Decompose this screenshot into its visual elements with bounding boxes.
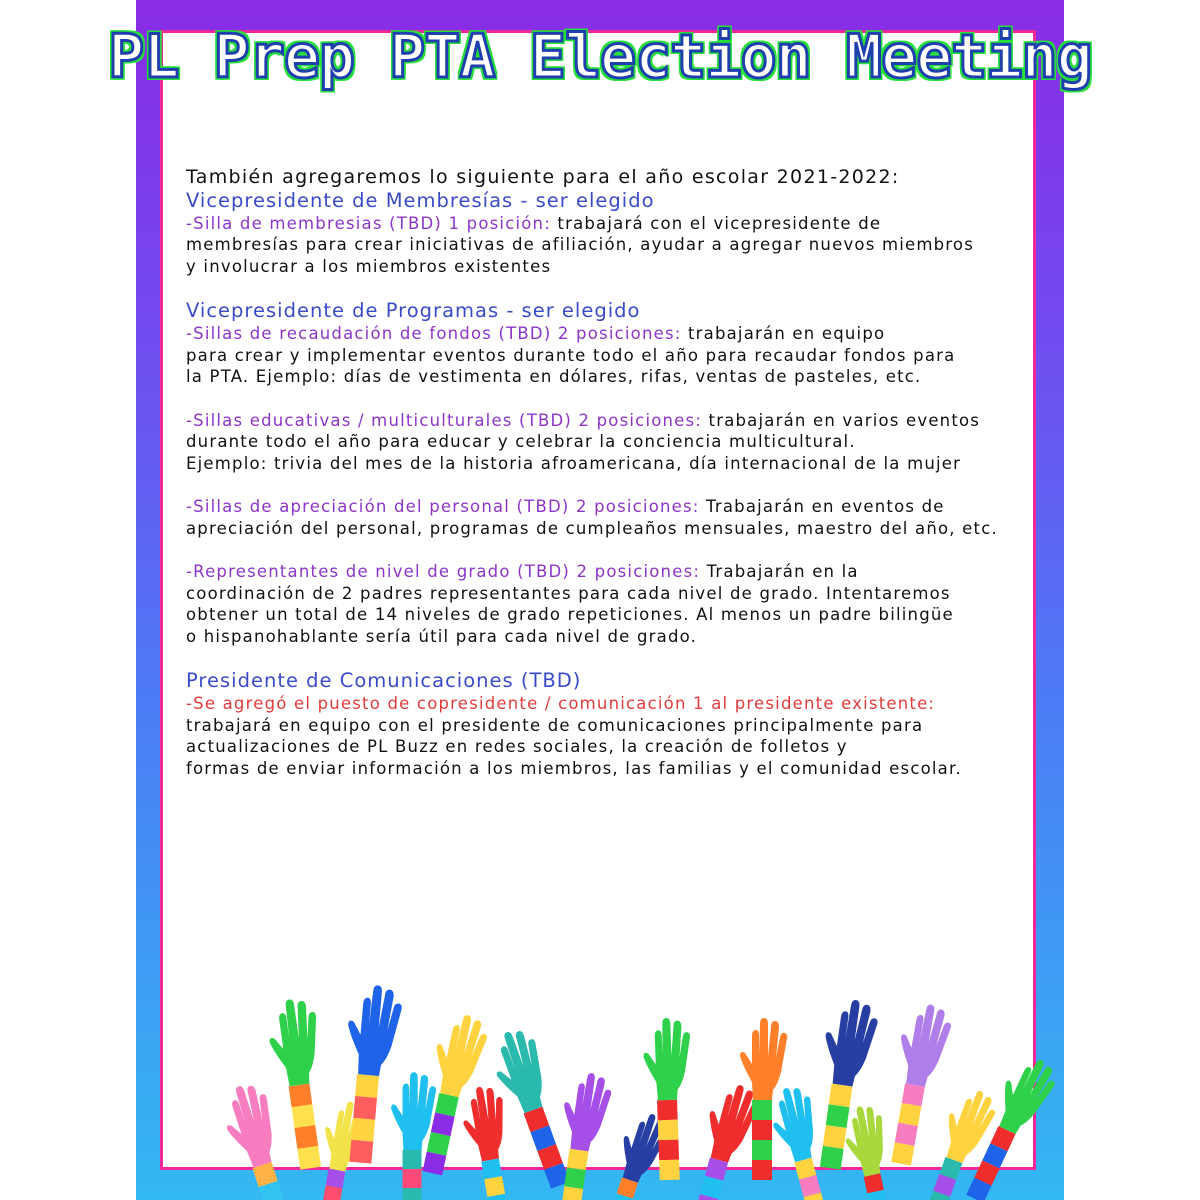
membership-desc-2: membresías para crear iniciativas de afiliación, ayudar a agregar nuevos miembros: [186, 235, 975, 254]
staff-item: [186, 496, 1046, 539]
flyer-body: [186, 167, 1046, 801]
grade-reps-desc-3: obtener un total de 14 niveles de grado repeticiones. Al menos un padre bilingüe: [186, 605, 954, 624]
page-title: PL Prep PTA Election Meeting: [108, 22, 1092, 92]
staff-desc-1: Trabajarán en eventos de: [699, 497, 945, 516]
membership-section: [186, 189, 1046, 278]
educational-role: -Sillas educativas / multiculturales (TBD) 2 posiciones:: [186, 410, 703, 430]
educational-desc-1: trabajarán en varios eventos: [702, 410, 981, 430]
programs-heading: Vicepresidente de Programas - ser elegido: [186, 299, 641, 322]
educational-desc-3: Ejemplo: trivia del mes de la historia afroamericana, día internacional de la mujer: [186, 453, 962, 473]
membership-line-1: [186, 213, 1046, 235]
grade-reps-line-1: [186, 561, 1046, 583]
communications-desc-3: formas de enviar información a los miembros, las familias y el comunidad escolar.: [186, 758, 962, 778]
communications-role: -Se agregó el puesto de copresidente / comunicación 1 al presidente existente:: [186, 694, 936, 713]
membership-heading: Vicepresidente de Membresías - ser elegido: [186, 188, 655, 212]
membership-desc-3: y involucrar a los miembros existentes: [186, 256, 552, 276]
fundraising-item: [186, 323, 1046, 388]
educational-item: [186, 410, 1046, 475]
educational-desc-2: durante todo el año para educar y celebrar la conciencia multicultural.: [186, 432, 856, 451]
fundraising-line-1: [186, 323, 1046, 345]
programs-section: [186, 299, 1046, 647]
membership-role: -Silla de membresias (TBD) 1 posición:: [186, 213, 551, 233]
grade-reps-desc-1: Trabajarán en la: [700, 562, 859, 581]
fundraising-desc-2: para crear y implementar eventos durante todo el año para recaudar fondos para: [186, 345, 956, 365]
communications-desc-1: trabajará en equipo con el presidente de comunicaciones principalmente para: [186, 715, 924, 735]
communications-section: [186, 669, 1046, 779]
fundraising-role: -Sillas de recaudación de fondos (TBD) 2 posiciones:: [186, 324, 682, 343]
educational-line-1: [186, 410, 1046, 432]
intro-text: También agregaremos lo siguiente para el año escolar 2021-2022:: [186, 166, 900, 188]
fundraising-desc-3: la PTA. Ejemplo: días de vestimenta en dólares, rifas, ventas de pasteles, etc.: [186, 367, 922, 386]
grade-reps-desc-4: o hispanohablante sería útil para cada nivel de grado.: [186, 626, 698, 646]
communications-heading: Presidente de Comunicaciones (TBD): [186, 669, 582, 692]
grade-reps-item: [186, 561, 1046, 647]
communications-desc-2: actualizaciones de PL Buzz en redes sociales, la creación de folletos y: [186, 737, 848, 756]
grade-reps-role: -Representantes de nivel de grado (TBD) 2 posiciones:: [186, 562, 701, 581]
staff-desc-2: apreciación del personal, programas de cumpleaños mensuales, maestro del año, etc.: [186, 518, 998, 538]
staff-role: -Sillas de apreciación del personal (TBD) 2 posiciones:: [186, 497, 700, 516]
fundraising-desc-1: trabajarán en equipo: [681, 324, 886, 343]
membership-desc-1: trabajará con el vicepresidente de: [550, 213, 882, 233]
staff-line-1: [186, 496, 1046, 518]
grade-reps-desc-2: coordinación de 2 padres representantes para cada nivel de grado. Intentaremos: [186, 583, 951, 603]
